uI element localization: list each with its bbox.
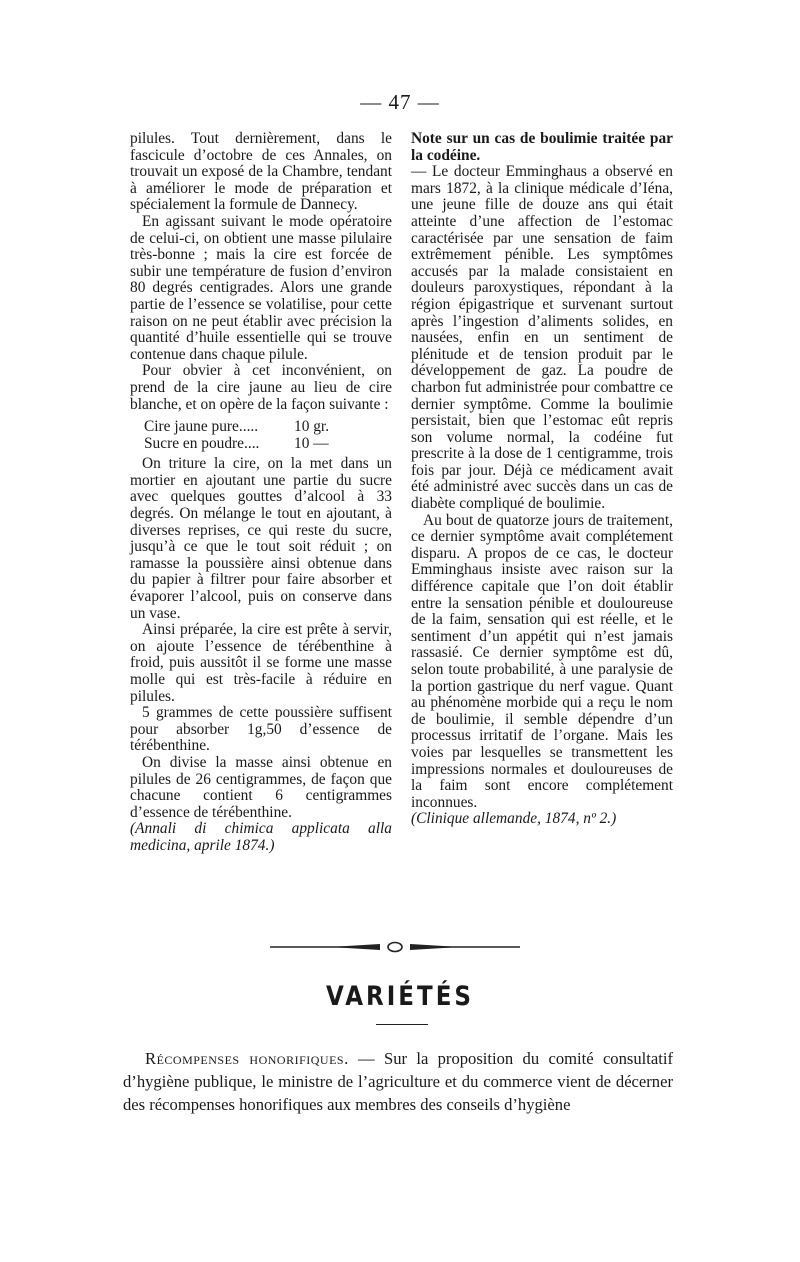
paragraph: On divise la masse ainsi obtenue en pilules de 26 centigrammes, de façon que chacune contient 6 centigrammes d’essence de térébenthine.	[130, 753, 392, 821]
paragraph: On triture la cire, on la met dans un mortier en ajoutant une partie du sucre avec quelques gouttes d’alcool à 33 degrés. On mélange le tout en ajoutant, à diverses reprises, ce qui reste du sucre, jusqu’à ce que le tout soit réduit ; on ramasse la poussière ainsi obtenue dans du papier à filtrer pour faire absorber et évaporer l’alcool, puis on conserve dans un vase.	[130, 455, 392, 622]
note-title: Note sur un cas de boulimie traitée par la codéine.	[411, 130, 673, 164]
recipe-amount: 10 gr.	[294, 418, 330, 436]
paragraph: — Le docteur Emminghaus a observé en mars 1872, à la clinique médicale d’Iéna, une jeune fille de douze ans qui était atteinte d’une affection de l’estomac caractérisée par une sensation de faim extrêmement pénible. Les symptômes accusés par la malade consistaient en douleurs paroxystiques, répondant à la région épigastrique et survenant surtout après l’ingestion d’aliments solides, en nausées, enfin en un sentiment de plénitude et de tension produit par le développement de gaz. La poudre de charbon fut administrée pour combattre ce dernier symptôme. Comme la boulimie persistait, bien que l’estomac eût repris son volume normal, la codéine fut prescrite à la dose de 1 centigramme, trois fois par jour. Déjà ce médicament avait été administré avec succès dans un cas de diabète compliqué de boulimie.	[411, 163, 673, 513]
body-lead: Récompenses honorifiques.	[145, 1049, 349, 1068]
section-title: VARIÉTÉS	[326, 982, 474, 1012]
right-column	[411, 131, 673, 828]
citation: (Clinique allemande, 1874, nº 2.)	[411, 810, 617, 828]
paragraph: Au bout de quatorze jours de traitement, ce dernier symptôme avait complétement disparu. A propos de ce cas, le docteur Emminghaus insiste avec raison sur la différence capitale que l’on doit établir entre la sensation pénible et douloureuse de la faim, sensation qui est réelle, et le sentiment d’un appétit qui n’est jamais rassasié. Ce dernier symptôme est dû, selon toute probabilité, à une paralysie de la portion gastrique du nerf vague. Quant au phénomène morbide qui a reçu le nom de boulimie, il semble dépendre d’un processus irritatif de l’organe. Mais les voies par lesquelles se transmettent les impressions normales et douloureuses de la faim sont encore complétement inconnues.	[411, 511, 673, 811]
body-text	[123, 1047, 673, 1116]
paragraph: En agissant suivant le mode opératoire de celui-ci, on obtient une masse pilulaire très-bonne ; mais la cire est forcée de subir une température de fusion d’environ 80 degrés centigrades. Alors une grande partie de l’essence se volatilise, pour cette raison on ne peut établir avec précision la quantité d’huile essentielle qui se trouve contenue dans chaque pilule.	[130, 212, 392, 363]
paragraph	[123, 1047, 673, 1116]
recipe	[144, 419, 392, 452]
recipe-amount: 10 —	[294, 434, 329, 452]
page-number: — 47 —	[360, 90, 440, 114]
recipe-line	[144, 436, 392, 453]
recipe-ingredient: Cire jaune pure.....	[144, 418, 259, 436]
ornament-divider	[270, 940, 520, 954]
paragraph: pilules. Tout dernièrement, dans le fascicule d’octobre de ces Annales, on trouvait un exposé de la Chambre, tendant à améliorer le mode de préparation et spécialement la formule de Dannecy.	[130, 130, 392, 214]
left-column	[130, 131, 392, 855]
paragraph: Ainsi préparée, la cire est prête à servir, on ajoute l’essence de térébenthine à froid, puis aussitôt il se forme une masse molle qui est très-facile à réduire en pilules.	[130, 621, 392, 705]
recipe-line	[144, 419, 392, 436]
section-rule	[376, 1024, 428, 1025]
paragraph: 5 grammes de cette poussière suffisent pour absorber 1g,50 d’essence de térébenthine.	[130, 704, 392, 755]
citation: (Annali di chimica applicata alla medicina, aprile 1874.)	[130, 820, 392, 854]
paragraph: Pour obvier à cet inconvénient, on prend de la cire jaune au lieu de cire blanche, et on opère de la façon suivante :	[130, 362, 392, 413]
recipe-ingredient: Sucre en poudre....	[144, 434, 260, 452]
body-text-content: — Sur la proposition du comité consultatif d’hygiène publique, le ministre de l’agriculture et du commerce vient de décerner des récompenses honorifiques aux membres des conseils d’hygiène	[123, 1049, 673, 1114]
